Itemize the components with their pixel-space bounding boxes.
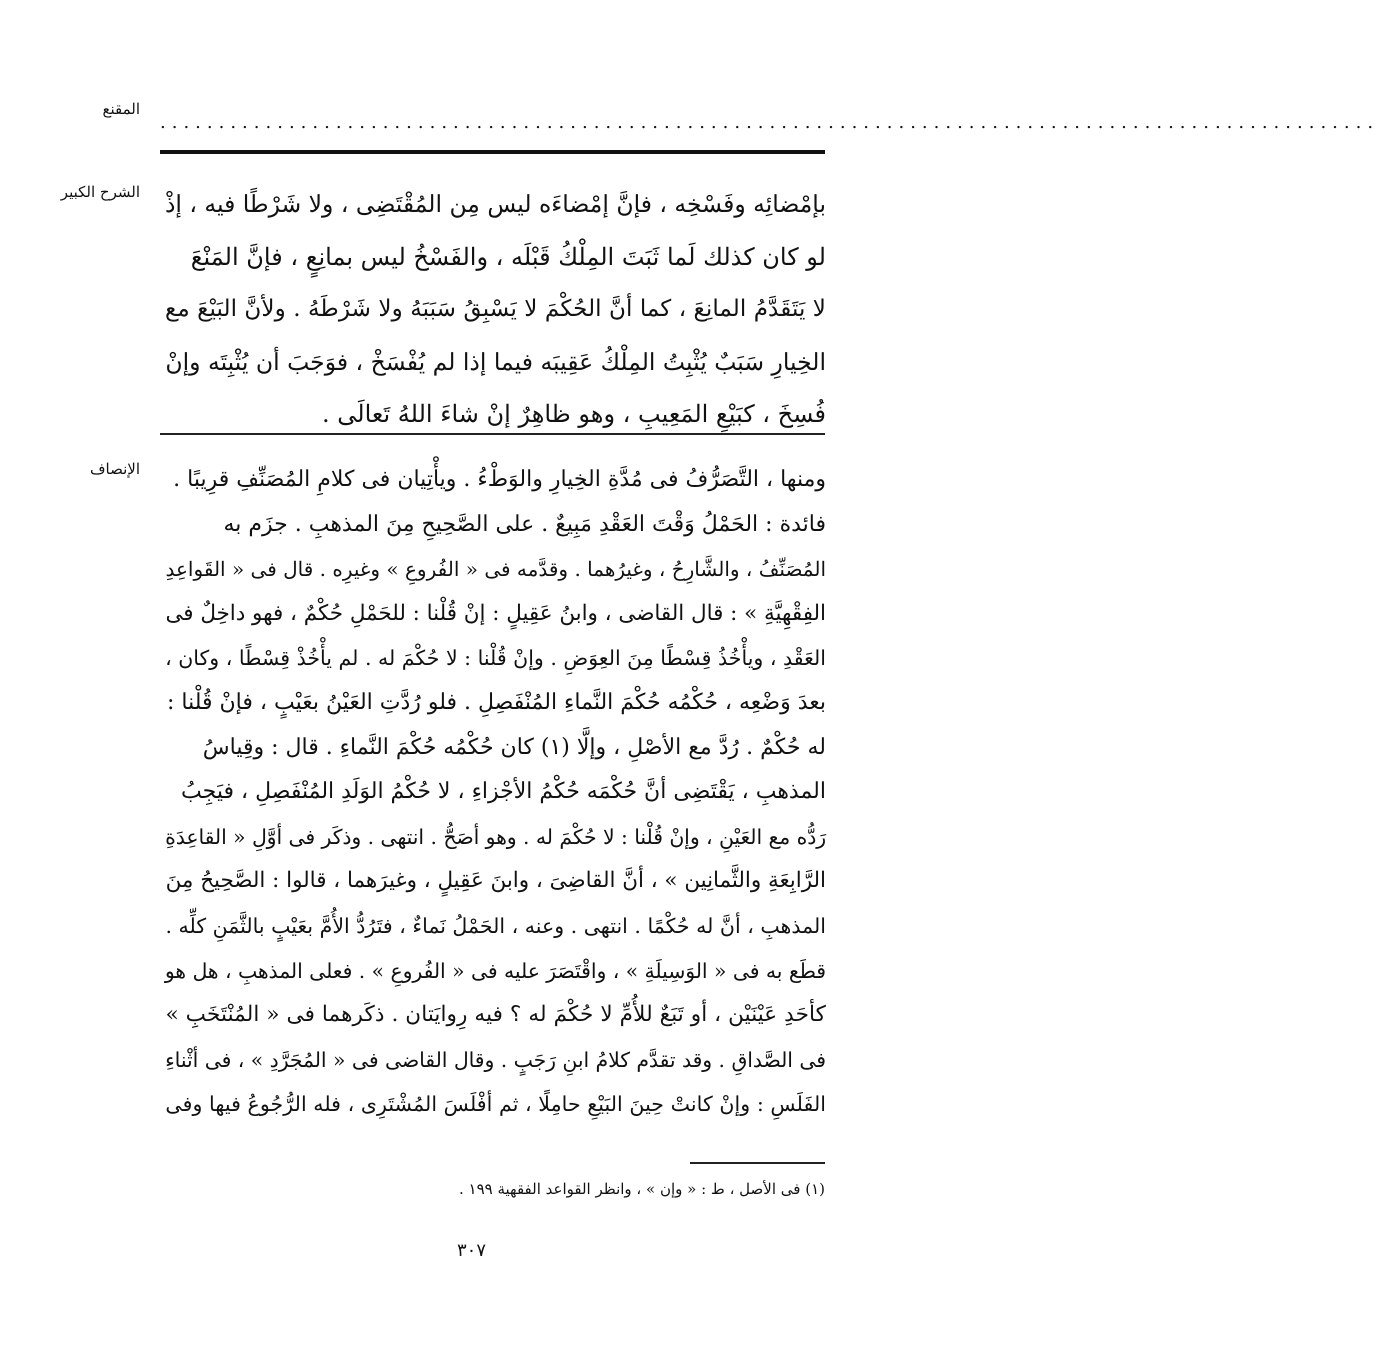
insaf-line: رَدُّه مع العَيْنِ ، وإنْ قُلْنا : لا حُكْمَ له . وهو أصَحُّ . انتهى . وذكَر فى أوَّلِ « القاعِدَةِ — [165, 824, 826, 849]
insaf-line: العَقْدِ ، ويأْخُذُ قِسْطًا مِنَ العِوَضِ . وإنْ قُلْنا : لا حُكْمَ له . لم يأْخُذْ قِسْطًا ، وكان ، — [165, 646, 826, 671]
insaf-line: الفَلَسِ : وإنْ كانتْ حِينَ البَيْعِ حامِلًا ، ثم أفْلَسَ المُشْتَرِى ، فله الرُّجُوعُ فيها وفى — [165, 1092, 826, 1117]
section-label-insaf: الإنصاف — [89, 460, 140, 478]
insaf-line: بعدَ وَضْعِه ، حُكْمُه حُكْمَ النَّماءِ المُنْفَصِلِ . فلو رُدَّتِ العَيْنُ بعَيْبٍ ، فإنْ قُلْنا : — [166, 689, 826, 715]
dotted-divider: ........................................................................................................ — [160, 112, 1379, 133]
sharh-line: الخِيارِ سَبَبٌ يُثْبِتُ المِلْكُ عَقِيبَه فيما إذا لم يُفْسَخْ ، فوَجَبَ أن يُثْبِتَه وإنْ — [165, 347, 826, 376]
insaf-line: كأحَدِ عَيْنَيْن ، أو تَبَعٌ للأُمِّ لا حُكْمَ له ؟ فيه رِوايَتان . ذكَرهما فى « المُنْتَخَبِ » — [165, 1002, 826, 1028]
sharh-line: فُسِخَ ، كبَيْعِ المَعِيبِ ، وهو ظاهِرٌ إنْ شاءَ اللهُ تَعالَى . — [322, 400, 826, 428]
insaf-line: قطَع به فى « الوَسِيلَةِ » ، واقْتَصَرَ عليه فى « الفُروعِ » . فعلى المذهبِ ، هل هو — [164, 958, 826, 983]
insaf-line: ومنها ، التَّصَرُّفُ فى مُدَّةِ الخِيارِ والوَطْءُ . ويأْتِيان فى كلامِ المُصَنِّفِ قرِيبًا . — [173, 467, 826, 492]
footnote-rule — [690, 1162, 825, 1164]
insaf-line: الفِقْهِيَّةِ » : قال القاضى ، وابنُ عَقِيلٍ : إنْ قُلْنا : للحَمْلِ حُكْمٌ ، فهو داخِلٌ فى — [165, 600, 826, 626]
insaf-line: المذهبِ ، أنَّ له حُكْمًا . انتهى . وعنه ، الحَمْلُ نَماءٌ ، فتَرُدُّ الأُمَّ بعَيْبٍ بالثَّمَنِ كلِّه . — [165, 913, 826, 938]
insaf-paragraph — [158, 458, 826, 1127]
page-number: ٣٠٧ — [456, 1240, 486, 1261]
sharh-line: بإمْضائِه وفَسْخِه ، فإنَّ إمْضاءَه ليس مِن المُقْتَضِى ، ولا شَرْطًا فيه ، إذْ — [164, 190, 826, 218]
insaf-line: المذهبِ ، يَقْتَضِى أنَّ حُكْمَه حُكْمُ الأجْزاءِ ، لا حُكْمُ الوَلَدِ المُنْفَصِلِ ، فيَجِبُ — [181, 779, 826, 805]
book-title: المقنع — [102, 100, 140, 118]
insaf-line: المُصَنِّفُ ، والشَّارِحُ ، وغيرُهما . وقدَّمه فى « الفُروعِ » وغيرِه . قال فى « القَواعِدِ — [165, 557, 826, 582]
section-label-sharh: الشرح الكبير — [60, 183, 140, 201]
insaf-line: فائدة : الحَمْلُ وَقْتَ العَقْدِ مَبِيعٌ . على الصَّحِيحِ مِنَ المذهبِ . جزَم به — [223, 511, 826, 537]
sharh-line: لو كان كذلك لَما ثَبَتَ المِلْكُ قَبْلَه ، والفَسْخُ ليس بمانِعٍ ، فإنَّ المَنْعَ — [190, 242, 826, 271]
insaf-line: له حُكْمٌ . رُدَّ مع الأصْلِ ، وإلَّا (١) كان حُكْمُه حُكْمَ النَّماءِ . قال : وقِياسُ — [202, 734, 826, 760]
footnote: (١) فى الأصل ، ط : « وإن » ، وانظر القواعد الفقهية ١٩٩ . — [459, 1180, 825, 1198]
header-rule — [160, 150, 825, 154]
insaf-line: الرَّابِعَةِ والثَّمانِين » ، أنَّ القاضِىَ ، وابنَ عَقِيلٍ ، وغيرَهما ، قالوا : الصَّحِيحُ مِنَ — [165, 868, 826, 894]
insaf-line: فى الصَّداقِ . وقد تقدَّم كلامُ ابنِ رَجَبٍ . وقال القاضى فى « المُجَرَّدِ » ، فى أثْناءِ — [165, 1047, 826, 1072]
section-divider — [160, 433, 825, 435]
sharh-paragraph — [158, 178, 826, 441]
sharh-line: لا يَتَقَدَّمُ المانِعَ ، كما أنَّ الحُكْمَ لا يَسْبِقُ سَبَبَهُ ولا شَرْطَهُ . ولأنَّ البَيْعَ مع — [165, 295, 826, 322]
